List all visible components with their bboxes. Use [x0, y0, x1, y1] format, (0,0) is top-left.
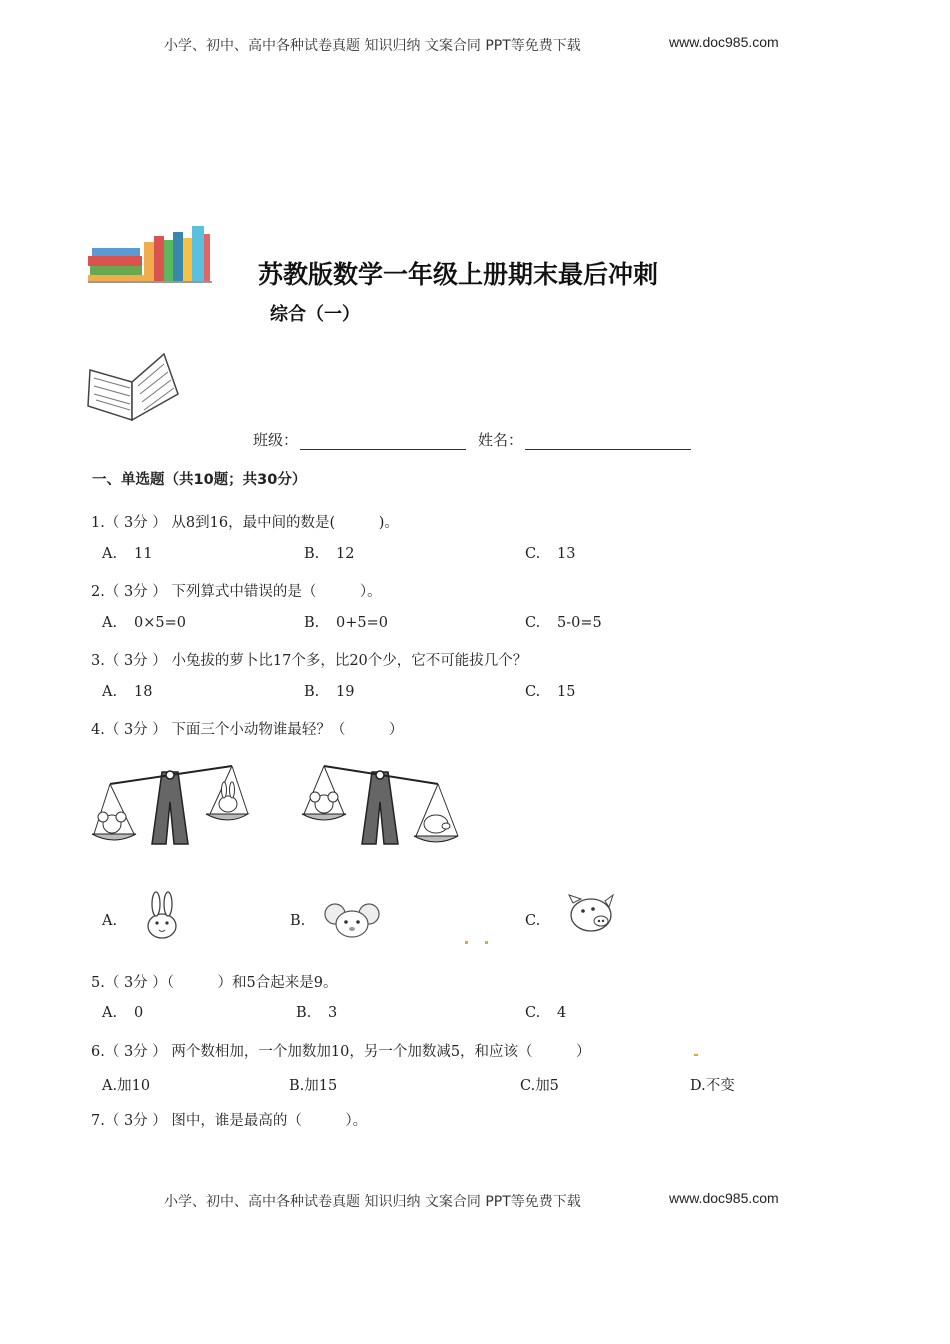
page-header-text: 小学、初中、高中各种试卷真题 知识归纳 文案合同 PPT等免费下载 — [164, 38, 581, 54]
pig-icon[interactable] — [565, 893, 617, 937]
option-letter: B. — [304, 546, 320, 562]
option-text: 加10 — [117, 1078, 151, 1094]
option-text: 11 — [134, 546, 153, 562]
option-letter: B. — [290, 913, 306, 929]
rabbit-icon[interactable] — [140, 890, 184, 942]
q6-option-c[interactable] — [520, 1074, 559, 1095]
name-field[interactable] — [525, 435, 691, 450]
option-letter: C. — [525, 913, 541, 929]
question-3: 3.（ 3分 ） 小兔拔的萝卜比17个多，比20个少，它不可能拔几个？ — [91, 653, 528, 669]
document-subtitle: 综合（一） — [270, 304, 360, 325]
option-text: 0 — [134, 1005, 144, 1021]
open-book-illustration — [84, 350, 182, 422]
option-text: 18 — [134, 684, 153, 700]
option-letter: C. — [525, 615, 541, 631]
section-heading: 一、单选题（共10题；共30分） — [92, 472, 307, 488]
option-letter: A. — [102, 913, 118, 929]
option-letter: A. — [102, 1078, 118, 1094]
option-letter: C. — [525, 1005, 541, 1021]
option-letter: A. — [102, 615, 118, 631]
q5-option-b[interactable] — [296, 1005, 337, 1021]
mouse-icon[interactable] — [324, 900, 380, 940]
document-title: 苏教版数学一年级上册期末最后冲刺 — [258, 260, 659, 289]
option-text: 3 — [328, 1005, 338, 1021]
stray-mark — [465, 941, 468, 944]
option-text: 19 — [336, 684, 355, 700]
option-text: 12 — [336, 546, 355, 562]
option-letter: B. — [304, 615, 320, 631]
option-text: 13 — [557, 546, 576, 562]
q6-option-b[interactable] — [289, 1074, 337, 1095]
q1-option-a[interactable] — [102, 546, 152, 562]
option-letter: C. — [525, 684, 541, 700]
q2-option-c[interactable] — [525, 615, 602, 631]
q3-option-b[interactable] — [304, 684, 354, 700]
question-6: 6.（ 3分 ） 两个数相加，一个加数加10，另一个加数减5，和应该（ ） — [91, 1044, 591, 1060]
page-footer-text: 小学、初中、高中各种试卷真题 知识归纳 文案合同 PPT等免费下载 — [164, 1194, 581, 1210]
q1-option-b[interactable] — [304, 546, 354, 562]
question-2: 2.（ 3分 ） 下列算式中错误的是（ ）。 — [91, 584, 382, 600]
option-letter: B. — [289, 1078, 305, 1094]
option-letter: B. — [296, 1005, 312, 1021]
question-4: 4.（ 3分 ） 下面三个小动物谁最轻？（ ） — [91, 722, 404, 738]
class-label: 班级： — [253, 431, 299, 449]
q4-option-b[interactable] — [290, 913, 322, 929]
page-header-url[interactable]: www.doc985.com — [669, 34, 779, 50]
question-5: 5.（ 3分 ）（ ）和5合起来是9。 — [91, 975, 338, 991]
q4-option-a[interactable] — [102, 913, 134, 929]
option-text: 加5 — [535, 1078, 559, 1094]
option-letter: A. — [102, 546, 118, 562]
option-text: 0×5=0 — [134, 615, 186, 631]
name-label: 姓名： — [478, 431, 524, 449]
balance-scale-mouse-pig — [300, 762, 460, 848]
class-name-fields — [253, 429, 703, 450]
option-letter: C. — [520, 1078, 536, 1094]
balance-scale-mouse-rabbit — [90, 762, 250, 848]
q6-option-d[interactable] — [690, 1074, 735, 1095]
q3-option-c[interactable] — [525, 684, 575, 700]
q5-option-c[interactable] — [525, 1005, 566, 1021]
question-1: 1.（ 3分 ） 从8到16，最中间的数是( )。 — [91, 515, 399, 531]
option-letter: A. — [102, 1005, 118, 1021]
option-text: 5-0=5 — [557, 615, 602, 631]
option-text: 0+5=0 — [336, 615, 388, 631]
page-footer-url[interactable]: www.doc985.com — [669, 1190, 779, 1206]
stray-mark — [694, 1054, 698, 1056]
q2-option-b[interactable] — [304, 615, 388, 631]
q6-option-a[interactable] — [102, 1074, 150, 1095]
option-text: 不变 — [705, 1078, 735, 1094]
stray-mark — [485, 941, 488, 944]
option-letter: A. — [102, 684, 118, 700]
q4-option-c[interactable] — [525, 913, 557, 929]
option-letter: B. — [304, 684, 320, 700]
option-letter: C. — [525, 546, 541, 562]
option-text: 4 — [557, 1005, 567, 1021]
q1-option-c[interactable] — [525, 546, 575, 562]
option-letter: D. — [690, 1078, 706, 1094]
q2-option-a[interactable] — [102, 615, 186, 631]
option-text: 加15 — [304, 1078, 338, 1094]
q3-option-a[interactable] — [102, 684, 152, 700]
books-illustration — [88, 222, 212, 284]
option-text: 15 — [557, 684, 576, 700]
q5-option-a[interactable] — [102, 1005, 143, 1021]
class-field[interactable] — [300, 435, 466, 450]
question-7: 7.（ 3分 ） 图中，谁是最高的（ ）。 — [91, 1113, 368, 1129]
